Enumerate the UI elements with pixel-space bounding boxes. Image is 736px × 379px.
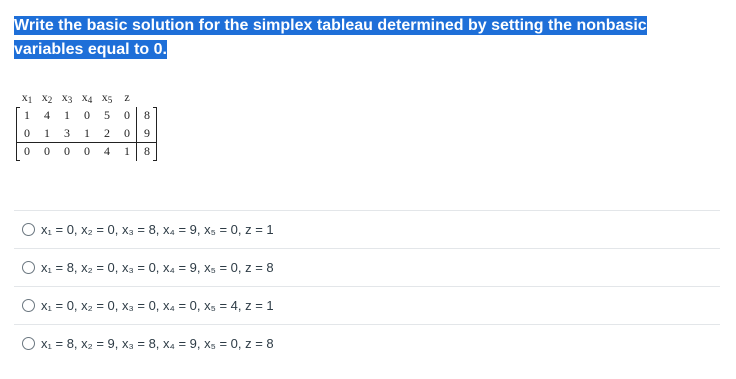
answer-option-label: x₁ = 8, x₂ = 0, x₃ = 0, x₄ = 9, x₅ = 0, z = 8 [41,260,274,275]
tableau-cell: 1 [24,108,30,122]
tableau-cell: 4 [44,108,50,122]
tableau-cell: 0 [124,108,130,122]
answer-option-label: x₁ = 8, x₂ = 9, x₃ = 8, x₄ = 9, x₅ = 0, z = 8 [41,336,274,351]
answer-option-label: x₁ = 0, x₂ = 0, x₃ = 0, x₄ = 0, x₅ = 4, z = 1 [41,298,274,313]
tableau-cell: 1 [124,144,130,158]
tableau-cell: 8 [144,144,150,158]
tableau-header: $x_2$ [41,90,53,105]
tableau-cell: 0 [84,108,90,122]
tableau-cell: 0 [124,126,130,140]
tableau-cell: 4 [104,144,110,158]
tableau-header: $x_1$ [21,90,33,105]
bracket-right [156,107,157,161]
bracket-left [16,107,17,161]
objective-divider [16,142,156,143]
bracket-left-bottom [16,160,20,161]
tableau-cell: 0 [64,144,70,158]
simplex-tableau [14,90,164,164]
tableau-cell: 0 [44,144,50,158]
tableau-cell: 0 [24,126,30,140]
tableau-cell: 9 [144,126,150,140]
bracket-right-bottom [153,160,157,161]
answer-option-3[interactable] [14,286,720,324]
answer-option-1[interactable] [14,210,720,248]
question-prompt: Write the basic solution for the simplex tableau determined by setting the nonbasic variables equal to 0. [14,17,647,58]
tableau-cell: 1 [44,126,50,140]
tableau-cell: 2 [104,126,110,140]
tableau-header: $x_4$ [81,90,93,105]
radio-button[interactable] [22,223,35,236]
tableau-cell: 1 [84,126,90,140]
tableau-cell: 0 [24,144,30,158]
tableau-cell: 3 [64,126,70,140]
tableau-header: $x_5$ [101,90,113,105]
bracket-left-top [16,107,20,108]
answer-option-label: x₁ = 0, x₂ = 0, x₃ = 8, x₄ = 9, x₅ = 0, z = 1 [41,222,274,237]
tableau-header: z [124,90,130,104]
tableau-cell: 1 [64,108,70,122]
tableau-cell: 5 [104,108,110,122]
radio-button[interactable] [22,337,35,350]
radio-button[interactable] [22,261,35,274]
question-text [14,14,720,62]
tableau-header: $x_3$ [61,90,73,105]
tableau-cell: 0 [84,144,90,158]
radio-button[interactable] [22,299,35,312]
answer-option-4[interactable] [14,324,720,362]
rhs-divider [136,107,137,161]
answer-option-2[interactable] [14,248,720,286]
tableau-cell: 8 [144,108,150,122]
bracket-right-top [153,107,157,108]
